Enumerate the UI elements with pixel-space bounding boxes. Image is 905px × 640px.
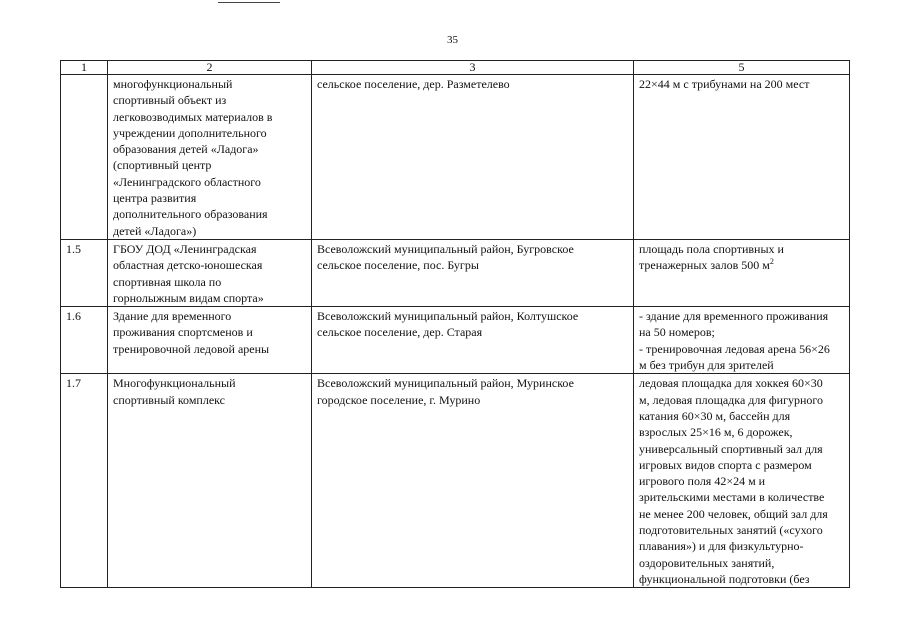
facilities-table [60, 60, 850, 588]
column-header-1: 1 [61, 61, 108, 75]
page-number: 35 [447, 34, 458, 46]
facility-spec-line: плавания») и для физкультурно- [639, 539, 804, 554]
row-number: 1.6 [61, 307, 108, 374]
facility-name-line: учреждении дополнительного [113, 125, 267, 140]
facility-spec-line: площадь пола спортивных и [639, 241, 784, 256]
facility-spec-line: взрослых 25×16 м, 6 дорожек, [639, 425, 793, 440]
facility-name-line: ГБОУ ДОД «Ленинградская [113, 241, 257, 256]
facility-name-line: «Ленинградского областного [113, 174, 261, 189]
facility-location-line: Всеволожский муниципальный район, Бугровское [317, 241, 574, 256]
facility-name [108, 307, 312, 374]
facility-name-line: спортивная школа по [113, 274, 222, 289]
column-header-2: 2 [108, 61, 312, 75]
facility-spec-line: игрового поля 42×24 м и [639, 474, 766, 489]
facility-name-line: многофункциональный [113, 77, 233, 91]
facility-spec [634, 75, 850, 240]
table-row [61, 374, 850, 588]
facility-name-line: легковозводимых материалов в [113, 109, 273, 124]
facility-location-line: Всеволожский муниципальный район, Колтушское [317, 309, 579, 324]
facility-spec-line: не менее 200 человек, общий зал для [639, 506, 828, 521]
facility-name [108, 374, 312, 588]
row-number: 1.5 [61, 239, 108, 306]
facility-spec-line: игровых видов спорта с размером [639, 457, 812, 472]
table-row [61, 307, 850, 374]
facility-name-line: детей «Ладога») [113, 223, 197, 238]
header-row [61, 61, 850, 75]
facility-location-line: сельское поселение, пос. Бугры [317, 258, 479, 273]
facility-location-line: городское поселение, г. Мурино [317, 392, 481, 407]
facility-spec-line: универсальный спортивный зал для [639, 441, 823, 456]
facility-name-line: проживания спортсменов и [113, 325, 253, 340]
facility-location [312, 75, 634, 240]
table-row [61, 239, 850, 306]
facility-location [312, 239, 634, 306]
facility-spec-line: м без трибун для зрителей [639, 358, 774, 373]
facility-name-line: Здание для временного [113, 309, 232, 324]
facility-name-line: дополнительного образования [113, 207, 268, 222]
facility-name-line: спортивный объект из [113, 93, 227, 108]
column-header-5: 5 [634, 61, 850, 75]
facility-location [312, 307, 634, 374]
facility-location-line: Всеволожский муниципальный район, Муринское [317, 376, 574, 391]
facility-spec [634, 239, 850, 306]
facility-spec-line: оздоровительных занятий, [639, 555, 775, 570]
facility-spec-line: - тренировочная ледовая арена 56×26 [639, 341, 830, 356]
facility-name [108, 239, 312, 306]
facility-name [108, 75, 312, 240]
facility-spec-line: на 50 номеров; [639, 325, 715, 340]
facility-spec [634, 374, 850, 588]
facility-location-line: сельское поселение, дер. Разметелево [317, 77, 510, 91]
facility-name-line: Многофункциональный [113, 376, 236, 391]
row-number: 1.7 [61, 374, 108, 588]
facility-spec-line: подготовительных занятий («сухого [639, 523, 823, 538]
top-rule [218, 2, 280, 3]
facility-name-line: спортивный комплекс [113, 392, 226, 407]
facility-location-line: сельское поселение, дер. Старая [317, 325, 483, 340]
facility-name-line: образования детей «Ладога» [113, 142, 259, 157]
facility-name-line: (спортивный центр [113, 158, 212, 173]
facility-spec-line: - здание для временного проживания [639, 309, 829, 324]
facility-spec-line: катания 60×30 м, бассейн для [639, 408, 791, 423]
facility-spec-line: зрительскими местами в количестве [639, 490, 825, 505]
facility-spec-line: тренажерных залов 500 $м^2$ [639, 257, 774, 273]
facility-name-line: центра развития [113, 191, 197, 206]
facility-name-line: областная детско-юношеская [113, 258, 263, 273]
facility-location [312, 374, 634, 588]
row-number [61, 75, 108, 240]
column-header-3: 3 [312, 61, 634, 75]
unit-superscript: 2 [769, 257, 774, 267]
facility-spec-line: ледовая площадка для хоккея 60×30 [639, 376, 823, 391]
facility-spec [634, 307, 850, 374]
facility-spec-line: 22×44 м с трибунами на 200 мест [639, 77, 810, 91]
table-row [61, 75, 850, 240]
facility-spec-line: м, ледовая площадка для фигурного [639, 392, 824, 407]
facility-name-line: тренировочной ледовой арены [113, 341, 270, 356]
facility-spec-line: функциональной подготовки (без [639, 571, 810, 586]
facility-name-line: горнолыжным видам спорта» [113, 290, 264, 305]
